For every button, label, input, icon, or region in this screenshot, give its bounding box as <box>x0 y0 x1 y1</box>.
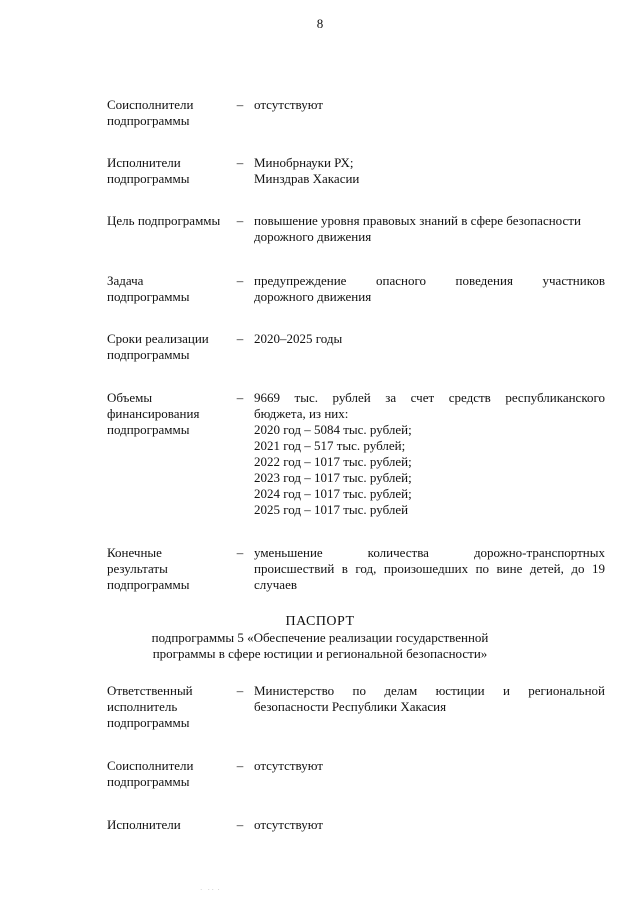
value-line: 2021 год – 517 тыс. рублей; <box>254 438 406 453</box>
row-value <box>254 758 605 774</box>
passport-heading <box>0 614 640 662</box>
label-line: подпрограммы <box>107 347 190 362</box>
row-value <box>254 273 605 305</box>
dash: – <box>236 273 244 288</box>
label-line: Объемы <box>107 390 153 405</box>
label-line: подпрограммы <box>107 113 190 128</box>
dash: – <box>236 155 244 170</box>
row-label <box>107 213 229 229</box>
value-line: 9669 тыс. рублей за счет средств республиканского <box>254 390 605 405</box>
page-number: 8 <box>316 16 324 31</box>
row-label <box>107 758 229 790</box>
value-line: дорожного движения <box>254 289 372 304</box>
value-line: повышение уровня правовых знаний в сфере безопасности <box>254 213 581 228</box>
dash: – <box>236 758 244 773</box>
value-line: отсутствуют <box>254 817 323 832</box>
dash: – <box>236 331 244 346</box>
value-line: Министерство по делам юстиции и региональной <box>254 683 605 698</box>
label-line: Сроки реализации <box>107 331 209 346</box>
dash: – <box>236 97 244 112</box>
dash: – <box>236 213 244 228</box>
value-line: отсутствуют <box>254 758 323 773</box>
label-line: подпрограммы <box>107 774 190 789</box>
value-line: 2020 год – 5084 тыс. рублей; <box>254 422 412 437</box>
value-line: 2020–2025 годы <box>254 331 343 346</box>
row-value <box>254 545 605 593</box>
dash: – <box>236 390 244 405</box>
label-line: Исполнители <box>107 155 181 170</box>
value-line: отсутствуют <box>254 97 323 112</box>
label-line: подпрограммы <box>107 715 190 730</box>
row-value <box>254 390 605 518</box>
dash: – <box>236 817 244 832</box>
label-line: Исполнители <box>107 817 181 832</box>
value-line: 2022 год – 1017 тыс. рублей; <box>254 454 412 469</box>
label-line: Соисполнители <box>107 758 194 773</box>
value-line: Минздрав Хакасии <box>254 171 360 186</box>
row-value <box>254 683 605 715</box>
row-label <box>107 155 229 187</box>
row-value <box>254 213 605 245</box>
dash: – <box>236 683 244 698</box>
value-line: бюджета, из них: <box>254 406 349 421</box>
label-line: подпрограммы <box>107 422 190 437</box>
label-line: Задача <box>107 273 144 288</box>
value-line: уменьшение количества дорожно-транспортных <box>254 545 605 560</box>
value-line: безопасности Республики Хакасия <box>254 699 447 714</box>
row-label <box>107 390 229 438</box>
value-line: дорожного движения <box>254 229 372 244</box>
label-line: финансирования <box>107 406 200 421</box>
value-line: Минобрнауки РХ; <box>254 155 354 170</box>
dash: – <box>236 545 244 560</box>
label-line: подпрограммы <box>107 289 190 304</box>
label-line: результаты <box>107 561 168 576</box>
passport-subtitle-line: программы в сфере юстиции и региональной безопасности» <box>152 646 488 661</box>
label-line: Ответственный <box>107 683 193 698</box>
value-line: случаев <box>254 577 297 592</box>
value-line: предупреждение опасного поведения участников <box>254 273 605 288</box>
row-value <box>254 817 605 833</box>
value-line: происшествий в год, произошедших по вине детей, до 19 <box>254 561 605 576</box>
value-line: 2023 год – 1017 тыс. рублей; <box>254 470 412 485</box>
row-label <box>107 97 229 129</box>
row-value <box>254 331 605 347</box>
row-value <box>254 97 605 113</box>
label-line: подпрограммы <box>107 171 190 186</box>
row-label <box>107 545 229 593</box>
row-label <box>107 331 229 363</box>
label-line: исполнитель <box>107 699 178 714</box>
label-line: подпрограммы <box>107 577 190 592</box>
row-label <box>107 683 229 731</box>
scan-specks: · · · · <box>200 886 220 894</box>
label-line: Соисполнители <box>107 97 194 112</box>
value-line: 2024 год – 1017 тыс. рублей; <box>254 486 412 501</box>
passport-title: ПАСПОРТ <box>285 614 355 629</box>
label-line: Конечные <box>107 545 162 560</box>
label-line: Цель подпрограммы <box>107 213 221 228</box>
value-line: 2025 год – 1017 тыс. рублей <box>254 502 409 517</box>
passport-subtitle-line: подпрограммы 5 «Обеспечение реализации государственной <box>151 630 489 645</box>
row-label <box>107 817 229 833</box>
row-value <box>254 155 605 187</box>
row-label <box>107 273 229 305</box>
